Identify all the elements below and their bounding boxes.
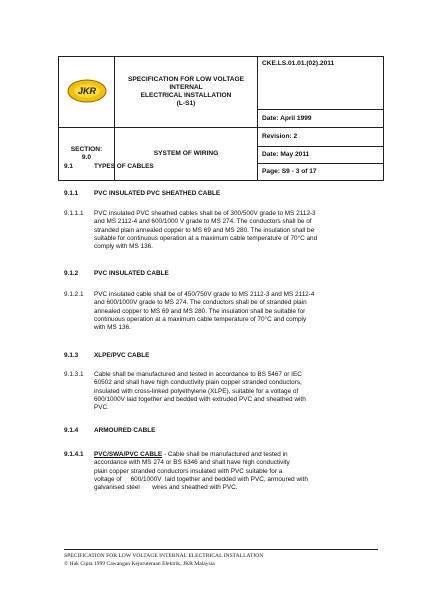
spec-title-line-3: ELECTRICAL INSTALLATION bbox=[140, 92, 232, 99]
paragraph-line: annealed copper to MS 69 and MS 280. The insulation shall be suitable for bbox=[94, 307, 306, 315]
paragraph-line: PVC insulated PVC sheathed cables shall be of 300/500V grade to MS 2112-3 bbox=[94, 210, 316, 217]
paragraph-body bbox=[94, 371, 376, 413]
paragraph-line: galvanised steel wires and sheathed with PVC. bbox=[94, 484, 238, 492]
paragraph-line: suitable for continuous operation at a maximum cable temperature of 70°C and bbox=[94, 235, 318, 243]
doc-code: CKE.LS.01.01.(02).2011 bbox=[258, 57, 384, 110]
paragraph-line: PVC insulated cable shall be of 450/750V grade to MS 2112-3 and MS 2112-4 bbox=[94, 291, 315, 298]
logo-cell bbox=[59, 57, 115, 128]
section-heading: PVC INSULATED CABLE bbox=[94, 270, 169, 277]
spec-title-line-4: (L-S1) bbox=[176, 99, 196, 107]
section-heading: PVC INSULATED PVC SHEATHED CABLE bbox=[94, 190, 221, 197]
section-label: SECTION: bbox=[70, 146, 103, 154]
paragraph-line: 60502 and shall have high conductivity plain copper stranded conductors, bbox=[94, 379, 302, 387]
section-number: 9.1.2 bbox=[64, 270, 79, 277]
paragraph-line: voltage of 600/1000V laid together and bedded with PVC, armoured with bbox=[94, 476, 308, 484]
svg-text:JKR: JKR bbox=[77, 85, 96, 96]
paragraph-line: stranded plain annealed copper to MS 69 and MS 280. The insulation shall be bbox=[94, 226, 315, 234]
paragraph-line bbox=[94, 451, 376, 459]
section-heading: TYPES OF CABLES bbox=[94, 163, 154, 170]
section-heading: XLPE/PVC CABLE bbox=[94, 352, 150, 359]
paragraph-line: continuous operation at a maximum cable temperature of 70°C and comply bbox=[94, 316, 307, 324]
section-number: 9.1.4 bbox=[64, 427, 79, 434]
paragraph-number: 9.1.3.1 bbox=[64, 371, 84, 378]
section-cell bbox=[59, 128, 115, 181]
paragraph-line: comply with MS 136. bbox=[94, 243, 153, 251]
section-number: 9.1.3 bbox=[64, 352, 79, 359]
paragraph-lead: PVC/SWA/PVC CABLE bbox=[94, 451, 163, 458]
spec-title-line-2: INTERNAL bbox=[169, 84, 203, 92]
paragraph-line: plain copper stranded conductors insulated with PVC suitable for a bbox=[94, 467, 283, 475]
footer-title: SPECIFICATION FOR LOW VOLTAGE INTERNAL ELECTRICAL INSTALLATION bbox=[64, 553, 264, 559]
revision-date: Date: May 2011 bbox=[258, 147, 384, 164]
paragraph-line: and 600/1000V grade to MS 274. The conductors shall be of stranded plain bbox=[94, 299, 307, 307]
page-number: Page: S9 - 3 of 17 bbox=[258, 164, 384, 181]
jkr-logo-icon bbox=[67, 78, 107, 104]
section-number: 9.1.1 bbox=[64, 190, 79, 197]
paragraph-body bbox=[94, 210, 376, 252]
paragraph-line-text: - Cable shall be manufactured and tested in bbox=[162, 451, 288, 458]
paragraph-line: insulated with cross-linked polyethylene (XLPE), suitable for a voltage of bbox=[94, 387, 299, 395]
section-title: SYSTEM OF WIRING bbox=[115, 128, 258, 181]
revision: Revision: 2 bbox=[258, 128, 384, 147]
paragraph-line: and MS 2112-4 and 600/1000 V grade to MS 274. The conductors shall be of bbox=[94, 218, 312, 226]
paragraph-number: 9.1.4.1 bbox=[64, 451, 84, 458]
footer-copyright: © Hak Cipta 1999 Cawangan Kejuruteraan Elektrik, JKR Malaysia bbox=[64, 561, 215, 567]
spec-title-line-1: SPECIFICATION FOR LOW VOLTAGE bbox=[127, 76, 245, 84]
section-number: 9.0 bbox=[81, 154, 92, 161]
paragraph-body bbox=[94, 451, 376, 493]
paragraph-number: 9.1.1.1 bbox=[64, 210, 84, 217]
paragraph-line: 600/1000V laid together and bedded with extruded PVC and sheathed with bbox=[94, 396, 306, 404]
paragraph-line: PVC. bbox=[94, 404, 109, 412]
section-number: 9.1 bbox=[64, 163, 73, 170]
paragraph-number: 9.1.2.1 bbox=[64, 291, 84, 298]
paragraph-line: with MS 136. bbox=[94, 324, 131, 332]
spec-title-cell bbox=[115, 57, 258, 128]
footer-divider bbox=[64, 549, 378, 550]
doc-date: Date: April 1999 bbox=[258, 110, 384, 128]
paragraph-line: accordance with MS 274 or BS 6346 and shall have high conductivity bbox=[94, 459, 290, 467]
section-heading: ARMOURED CABLE bbox=[94, 427, 156, 434]
paragraph-line: Cable shall be manufactured and tested in accordance to BS 5467 or IEC bbox=[94, 371, 302, 378]
paragraph-body bbox=[94, 291, 376, 333]
